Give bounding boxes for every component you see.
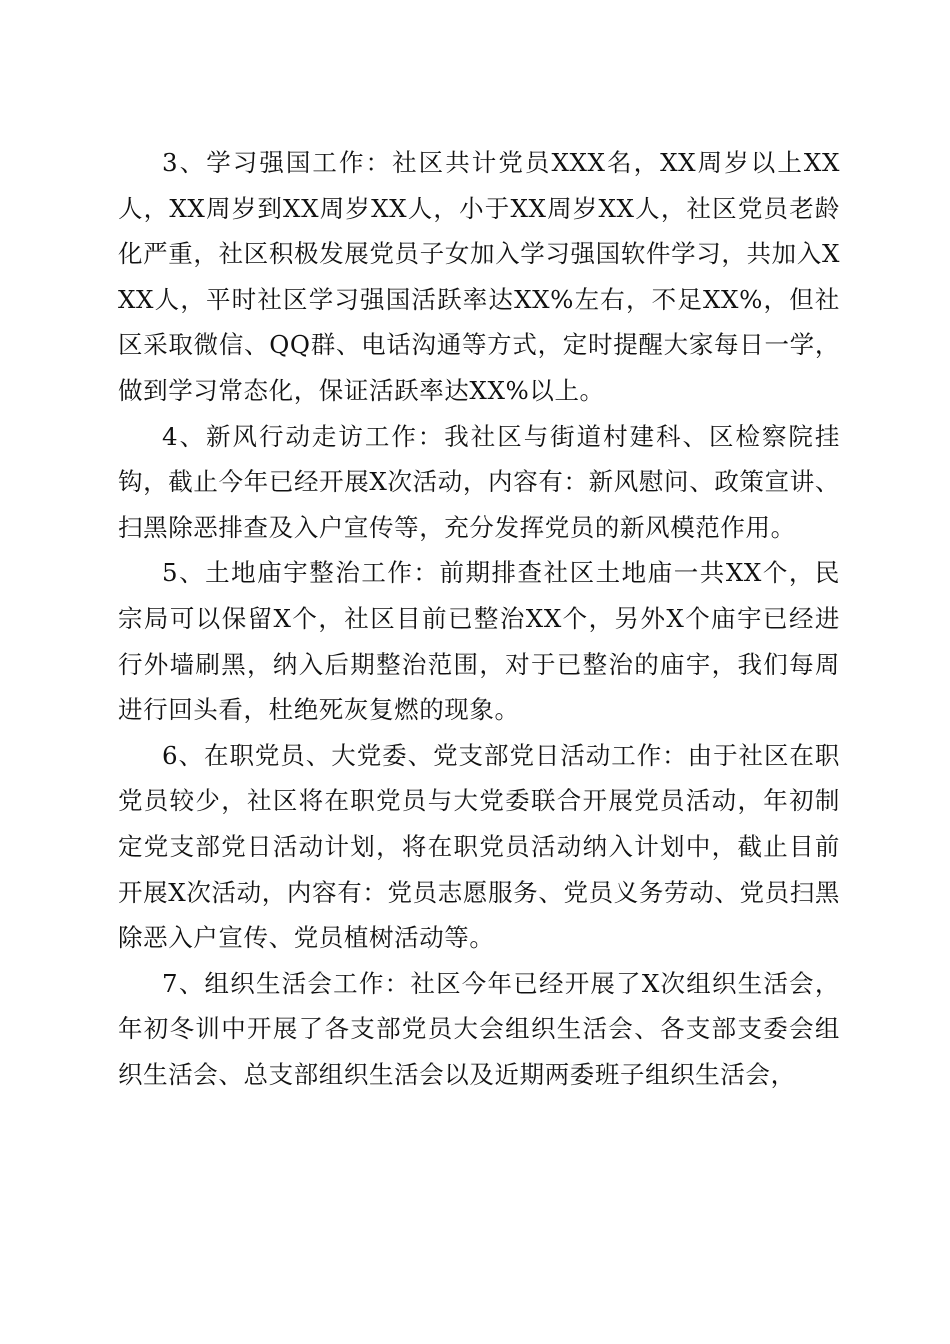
- paragraph-temple-rectification: 5、土地庙宇整治工作：前期排查社区土地庙一共XX个，民宗局可以保留X个，社区目前已整治XX个，另外X个庙宇已经进行外墙刷黑，纳入后期整治范围，对于已整治的庙宇，我们每周进行回头看，杜绝死灰复燃的现象。: [118, 558, 840, 725]
- document-body: [118, 140, 840, 1097]
- paragraph-party-day-activities: 6、在职党员、大党委、党支部党日活动工作：由于社区在职党员较少，社区将在职党员与大党委联合开展党员活动，年初制定党支部党日活动计划，将在职党员活动纳入计划中，截止目前开展X次活动，内容有：党员志愿服务、党员义务劳动、党员扫黑除恶入户宣传、党员植树活动等。: [118, 740, 840, 953]
- paragraph-organizational-meetings: 7、组织生活会工作：社区今年已经开展了X次组织生活会，年初冬训中开展了各支部党员大会组织生活会、各支部支委会组织生活会、总支部组织生活会以及近期两委班子组织生活会，: [118, 968, 840, 1089]
- paragraph-new-wind-visits: 4、新风行动走访工作：我社区与街道村建科、区检察院挂钩，截止今年已经开展X次活动，内容有：新风慰问、政策宣讲、扫黑除恶排查及入户宣传等，充分发挥党员的新风模范作用。: [118, 421, 840, 542]
- paragraph-study-platform: 3、学习强国工作：社区共计党员XXX名，XX周岁以上XX人，XX周岁到XX周岁XX人，小于XX周岁XX人，社区党员老龄化严重，社区积极发展党员子女加入学习强国软件学习，共加入XXX人，平时社区学习强国活跃率达XX%左右，不足XX%，但社区采取微信、QQ群、电话沟通等方式，定时提醒大家每日一学，做到学习常态化，保证活跃率达XX%以上。: [118, 148, 840, 405]
